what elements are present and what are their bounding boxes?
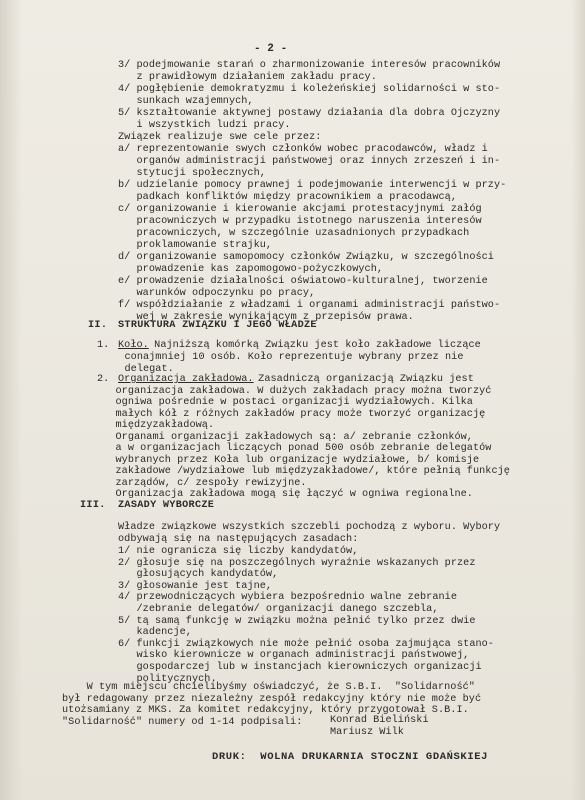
electoral-rule-line: 5/ tą samą funkcję w związku można pełnić tylko przez dwie [118,615,476,627]
point-2-line: zarządów, c/ zespoły rewizyjne. [97,477,307,489]
signatory-1: Konrad Bieliński [330,715,429,726]
signatory-2: Mariusz Wilk [330,727,404,738]
point-2-line: małych kół z różnych zakładów pracy może tworzyć organizację [97,408,486,420]
point-1-line: delegat. [106,364,174,375]
means-line: f/ współdziałanie z władzami i organami administracji państwo- [118,300,501,311]
section-3-numeral: III. [80,500,106,511]
means-line: padkach konfliktów między pracownikiem a pracodawcą, [118,192,457,203]
section-2-title: STRUKTURA ZWIĄZKU I JEGO WŁADZE [118,320,317,331]
electoral-rule-line: 1/ nie ogranicza się liczby kandydatów, [118,546,359,557]
means-line: stytucji społecznych, [118,168,266,179]
electoral-rule-line: 6/ funkcji związkowych nie może pełnić osoba zajmująca stano- [118,638,494,650]
means-line: pracowniczych, w szczególnie uzasadnionych przypadkach [118,228,470,239]
closing-line: utożsamiany z MKS. Za komitet redakcyjny, który przygotował S.B.I. [62,705,469,716]
electoral-rule-line: politycznych. [118,673,217,685]
printer-footer: DRUK: WOLNA DRUKARNIA STOCZNI GDAŃSKIEJ [212,751,489,763]
point-2-line: Organami organizacji zakładowych są: a/ zebranie członków, [97,431,473,443]
section-3-intro-line: odbywają się na następujących zasadach: [118,534,359,545]
section-2-numeral: II. [88,320,108,331]
closing-line: był redagowany przez niezależny zespół redakcyjny który nie może być [62,693,482,705]
means-line: b/ udzielanie pomocy prawnej i podejmowanie interwencji w przy- [118,180,507,191]
point-2-line: międzyzakładową. [97,420,215,431]
point-2-line: Zasadniczą organizacją Związku jest [252,374,474,385]
section-2-point-2-number: 2. [97,374,110,385]
goal-line: 3/ podejmowanie starań o zharmonizowanie interesów pracowników [118,60,501,71]
means-line: a/ reprezentowanie swych członków wobec pracodawców, władz i [118,144,488,155]
section-2-point-1-number: 1. [97,340,110,351]
point-2-line: zakładowe /wydziałowe lub międzyzakładowe/, które pełnią funkcję [97,466,510,477]
point-1-line: Najniższą komórką Związku jest koło zakładowe liczące [148,340,481,351]
section-3-intro-line: Władze związkowe wszystkich szczebli pochodzą z wyboru. Wybory [118,522,501,533]
goal-line: 5/ kształtowanie aktywnej postawy działania dla dobra Ojczyzny [118,108,501,119]
section-2-point-1-lead: Koło. [118,340,149,351]
closing-line: "Solidarność" numery od 1-14 podpisali: [62,716,303,728]
means-line: d/ organizowanie samopomocy członków Związku, w szczególności [118,252,494,263]
means-line: prowadzenie kas zapomogowo-pożyczkowych, [118,264,384,275]
section-2-point-2-lead: Organizacja zakładowa. [118,374,254,385]
electoral-rule-line: 2/ głosuje się na poszczególnych wyraźnie wskazanych przez [118,557,476,569]
page-number: - 2 - [254,43,288,55]
electoral-rule-line: wisko kierownicze w organach administracji państwowej, [118,650,470,662]
electoral-rule-line: gospodarczej lub w instancjach kierowniczych organizacji [118,662,482,673]
means-line: e/ prowadzenie działalności oświatowo-kulturalnej, tworzenie [118,276,488,287]
electoral-rule-line: 3/ głosowanie jest tajne, [118,580,273,592]
means-line: warunków odpoczynku po pracy, [118,288,316,299]
means-line: pracowniczych w przypadku istotnego naruszenia interesów [118,216,482,227]
point-2-line: Organizacja zakładowa mogą się łączyć w ogniwa regionalne. [97,489,473,500]
electoral-rule-line: /zebranie delegatów/ organizacji danego szczebla, [118,604,439,615]
goal-line: sunkach wzajemnych, [118,96,254,107]
point-1-line: conajmniej 10 osób. Koło reprezentuje wybrany przez nie [106,352,464,363]
goal-line: z prawidłowym działaniem zakładu pracy. [118,72,377,83]
means-line: wej w zakresie wynikającym z przepisów prawa. [118,312,414,323]
point-2-line: a w organizacjach liczących ponad 500 osób zebranie delegatów [97,443,492,454]
means-line: organów administracji państwowej oraz innych zrzeszeń i in- [118,156,501,167]
closing-line: W tym miejscu chcielibyśmy oświadczyć, że S.B.I. "Solidarność" [62,682,475,693]
electoral-rule-line: kadencje, [118,627,192,639]
union-means-intro: Związek realizuje swe cele przez: [118,132,322,143]
goal-line: 4/ pogłębienie demokratyzmu i koleżeńskiej solidarności w sto- [118,84,501,95]
point-2-line: wybranych przez Koła lub organizacje wydziałowe, b/ komisje [97,454,480,466]
means-line: proklamowanie strajku, [118,240,273,251]
means-line: c/ organizowanie i kierowanie akcjami protestacyjnymi załóg [118,204,482,215]
goal-line: i wszystkich ludzi pracy. [118,120,291,131]
electoral-rule-line: 4/ przewodniczących wybiera bezpośrednio walne zebranie [118,592,457,604]
electoral-rule-line: głosujących kandydatów, [118,569,279,581]
section-3-title: ZASADY WYBORCZE [118,500,215,511]
point-2-line: organizacja zakładowa. W dużych zakładach pracy można tworzyć [97,385,492,397]
point-2-line: ogniwa pośrednie w postaci organizacji wydziałowych. Kilka [97,397,473,408]
